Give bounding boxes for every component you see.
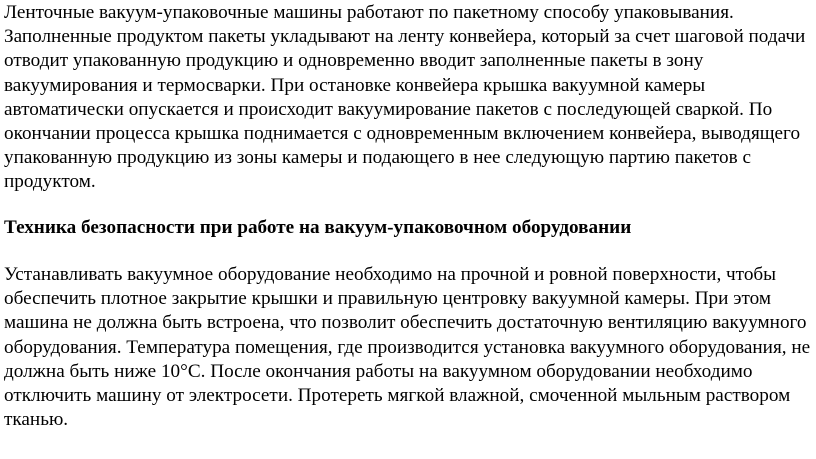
- paragraph-safety-rules: Устанавливать вакуумное оборудование необходимо на прочной и ровной поверхности, чтобы обеспечить плотное закрытие крышки и правильную центровку вакуумной камеры. При этом машина не должна быть встроена, что позволит обеспечить достаточную вентиляцию вакуумного оборудования. Температура помещения, где производится установка вакуумного оборудования, не должна быть ниже 10°С. После окончания работы на вакуумном оборудовании необходимо отключить машину от электросети. Протереть мягкой влажной, смоченной мыльным раствором тканью.: [4, 264, 811, 431]
- section-heading-safety: Техника безопасности при работе на вакуум-упаковочном оборудовании: [4, 217, 632, 238]
- paragraph-conveyor-machines: Ленточные вакуум-упаковочные машины работают по пакетному способу упаковывания. Заполненные продуктом пакеты укладывают на ленту конвейера, который за счет шаговой подачи отводит упакованную продукцию и одновременно вводит заполненные пакеты в зону вакуумирования и термосварки. При остановке конвейера крышка вакуумной камеры автоматически опускается и происходит вакуумирование пакетов с последующей сваркой. По окончании процесса крышка поднимается с одновременным включением конвейера, выводящего упакованную продукцию из зоны камеры и подающего в нее следующую партию пакетов с продуктом.: [4, 2, 806, 193]
